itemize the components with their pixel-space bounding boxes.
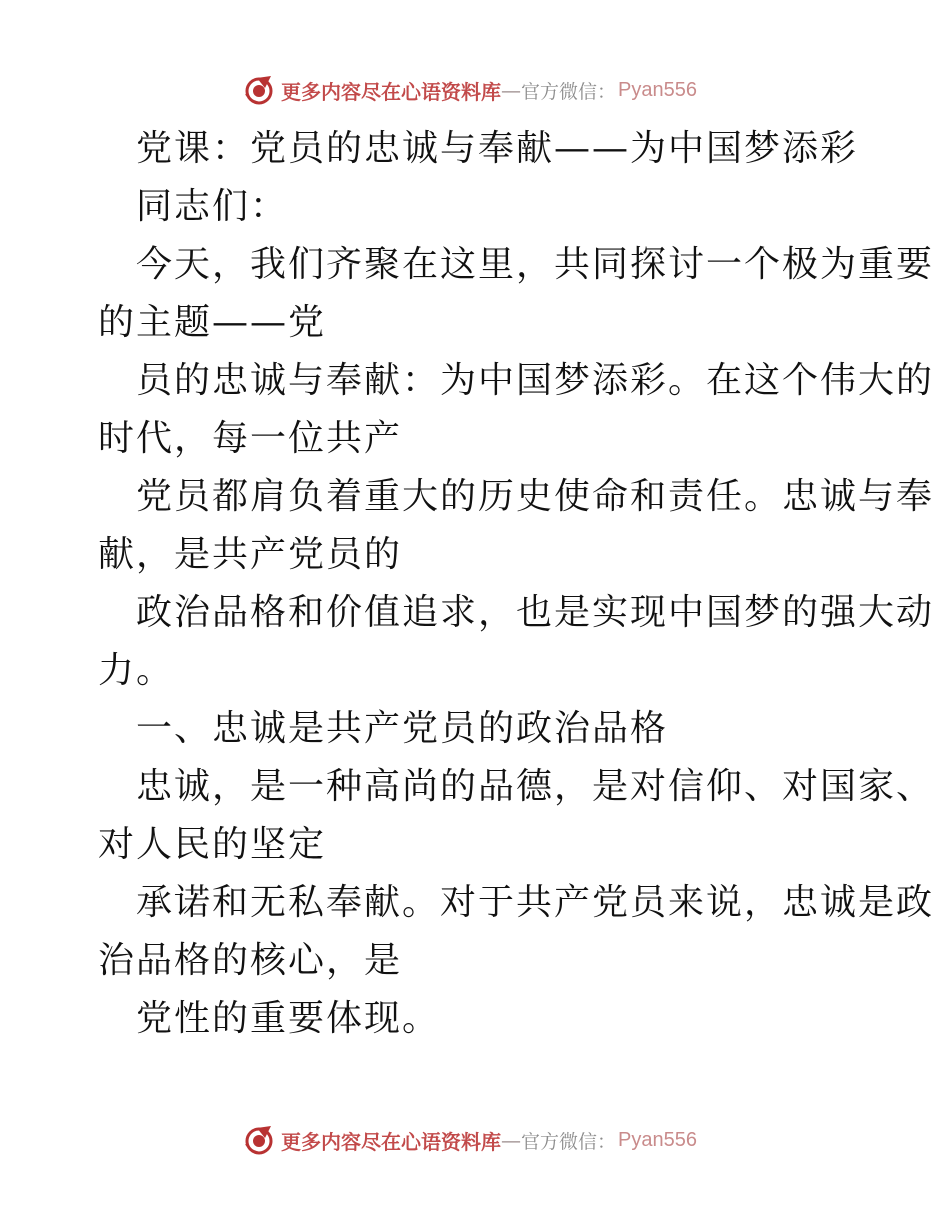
document-title: 党课：党员的忠诚与奉献——为中国梦添彩 [136, 128, 859, 169]
text-line: 政治品格和价值追求，也是实现中国梦的强大动 [136, 592, 935, 633]
banner-wechat-id: Pyan556 [618, 1128, 697, 1151]
banner-main-text: 更多内容尽在心语资料库 [281, 79, 501, 104]
text-line: 的主题——党 [98, 302, 327, 343]
text-line: 承诺和无私奉献。对于共产党员来说，忠诚是政 [136, 882, 935, 923]
text-line: 治品格的核心，是 [98, 940, 403, 981]
banner-main-text: 更多内容尽在心语资料库 [281, 1129, 501, 1154]
banner-wechat-label: 官方微信： [521, 1130, 617, 1153]
text-line: 力。 [98, 650, 175, 691]
text-line: 党员都肩负着重大的历史使命和责任。忠诚与奉 [136, 476, 935, 517]
text-line: 员的忠诚与奉献：为中国梦添彩。在这个伟大的 [136, 360, 935, 401]
banner-wechat-id: Pyan556 [618, 78, 697, 101]
banner-separator: — [501, 78, 521, 102]
footer-banner [0, 1120, 950, 1160]
banner-separator: — [501, 1128, 521, 1152]
header-banner [0, 70, 950, 110]
banner-wechat-label: 官方微信： [521, 80, 617, 103]
section-heading: 一、忠诚是共产党员的政治品格 [136, 708, 669, 749]
document-body [98, 120, 935, 1048]
text-line: 献，是共产党员的 [98, 534, 403, 575]
pen-circle-logo-icon [243, 74, 275, 106]
pen-circle-logo-icon [243, 1124, 275, 1156]
text-line: 今天，我们齐聚在这里，共同探讨一个极为重要 [136, 244, 935, 285]
text-line: 忠诚，是一种高尚的品德，是对信仰、对国家、 [136, 766, 935, 807]
text-line: 对人民的坚定 [98, 824, 327, 865]
text-line: 时代，每一位共产 [98, 418, 403, 459]
text-line: 同志们： [136, 186, 289, 227]
text-line: 党性的重要体现。 [136, 998, 441, 1039]
